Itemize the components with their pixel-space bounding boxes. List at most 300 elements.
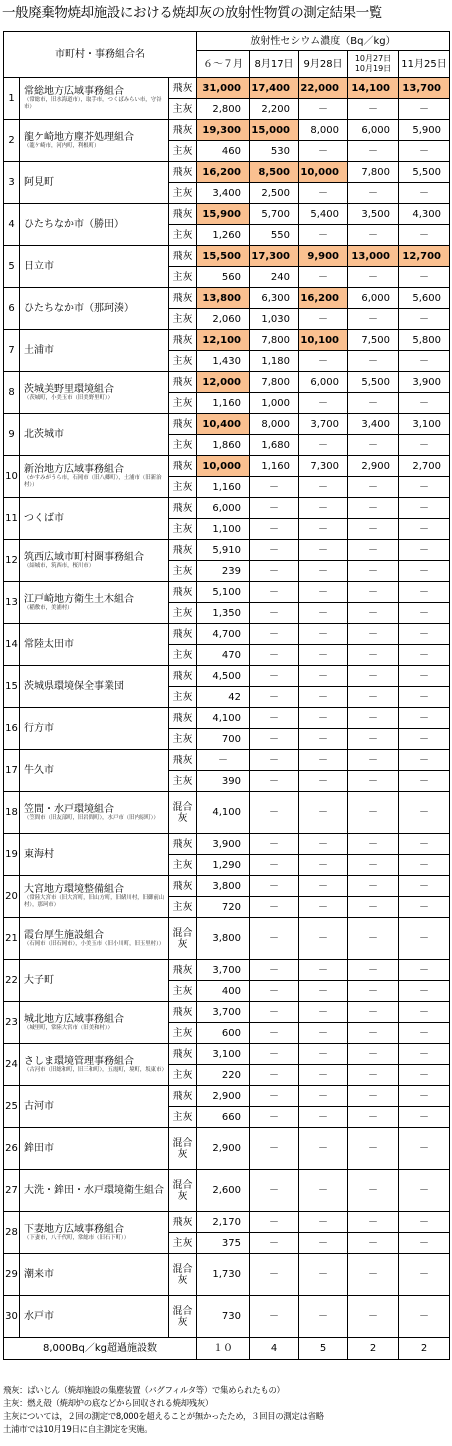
date-header: 9月28日	[299, 51, 348, 78]
main-ash-value: －	[250, 1065, 299, 1086]
main-ash-value: －	[299, 393, 348, 414]
mixed-ash-value: －	[299, 1170, 348, 1212]
fly-ash-value: 7,800	[250, 330, 299, 351]
fly-ash-value: －	[299, 1212, 348, 1233]
facility-name-cell	[20, 498, 169, 540]
ash-type-fly: 飛灰	[169, 246, 197, 267]
table-row	[4, 876, 450, 897]
fly-ash-value: －	[399, 834, 450, 855]
main-ash-value: －	[299, 855, 348, 876]
table-row	[4, 162, 450, 183]
fly-ash-value: 2,900	[348, 456, 399, 477]
ash-type-fly: 飛灰	[169, 876, 197, 897]
main-ash-value: －	[250, 603, 299, 624]
ash-type-fly: 飛灰	[169, 120, 197, 141]
facility-name: 北茨城市	[24, 429, 64, 440]
fly-ash-value: 8,000	[250, 414, 299, 435]
fly-ash-value: 5,100	[197, 582, 250, 603]
main-ash-value: －	[399, 183, 450, 204]
row-number: 2	[4, 120, 20, 162]
main-ash-value: －	[348, 435, 399, 456]
facility-name: 龍ケ崎地方塵芥処理組合	[24, 131, 134, 143]
fly-ash-value: 22,000	[299, 78, 348, 99]
ash-type-main: 主灰	[169, 477, 197, 498]
ash-type-main: 主灰	[169, 1065, 197, 1086]
main-ash-value: －	[348, 393, 399, 414]
facility-name-cell	[20, 1212, 169, 1254]
main-ash-value: －	[399, 603, 450, 624]
facility-name: つくば市	[24, 513, 64, 524]
fly-ash-value: 15,000	[250, 120, 299, 141]
row-number: 28	[4, 1212, 20, 1254]
ash-type-main: 主灰	[169, 981, 197, 1002]
row-number: 24	[4, 1044, 20, 1086]
note-line: 土浦市では10月19日に自主測定を実施。	[3, 1424, 153, 1434]
facility-name: 土浦市	[24, 345, 54, 356]
facility-name: 牛久市	[24, 765, 54, 776]
main-ash-value: 3,400	[197, 183, 250, 204]
table-row	[4, 78, 450, 99]
fly-ash-value: －	[250, 624, 299, 645]
main-ash-value: －	[299, 897, 348, 918]
fly-ash-value: 10,100	[299, 330, 348, 351]
header-row-1	[4, 32, 450, 51]
fly-ash-value: －	[299, 750, 348, 771]
main-ash-value: －	[399, 351, 450, 372]
mixed-ash-value: －	[399, 1170, 450, 1212]
fly-ash-value: －	[399, 750, 450, 771]
main-ash-value: －	[250, 981, 299, 1002]
table-row	[4, 204, 450, 225]
footer-row	[4, 1338, 450, 1360]
fly-ash-value: 3,700	[197, 960, 250, 981]
main-ash-value: －	[399, 897, 450, 918]
facility-name-cell	[20, 330, 169, 372]
table-row	[4, 120, 450, 141]
fly-ash-value: 7,800	[250, 372, 299, 393]
date-header: 11月25日	[399, 51, 450, 78]
note-line: 飛灰：ばいじん（焼却施設の集塵装置（バグフィルタ等）で集められたもの）	[3, 1385, 285, 1395]
facility-name: 霞台厚生施設組合	[24, 929, 104, 941]
fly-ash-value: 3,800	[197, 876, 250, 897]
facility-name: 大洗・鉾田・水戸環境衛生組合	[24, 1185, 164, 1196]
table-row	[4, 1296, 450, 1338]
main-ash-value: －	[299, 981, 348, 1002]
main-ash-value: －	[250, 771, 299, 792]
fly-ash-value: －	[348, 960, 399, 981]
fly-ash-value: 3,100	[197, 1044, 250, 1065]
fly-ash-value: 12,700	[399, 246, 450, 267]
main-ash-value: －	[348, 141, 399, 162]
mixed-ash-value: －	[250, 918, 299, 960]
main-ash-value: 560	[197, 267, 250, 288]
ash-type-main: 主灰	[169, 771, 197, 792]
main-ash-value: 2,060	[197, 309, 250, 330]
ash-type-fly: 飛灰	[169, 540, 197, 561]
ash-type-main: 主灰	[169, 393, 197, 414]
facility-name: さしま環境管理事務組合	[24, 1055, 134, 1067]
fly-ash-value: －	[250, 708, 299, 729]
main-ash-value: －	[250, 855, 299, 876]
main-ash-value: －	[399, 519, 450, 540]
fly-ash-value: 3,400	[348, 414, 399, 435]
main-ash-value: 700	[197, 729, 250, 750]
ash-type-main: 主灰	[169, 183, 197, 204]
main-ash-value: 400	[197, 981, 250, 1002]
mixed-ash-value: 1,730	[197, 1254, 250, 1296]
facility-name-cell	[20, 834, 169, 876]
main-ash-value: －	[348, 855, 399, 876]
ash-type-fly: 飛灰	[169, 162, 197, 183]
exceedance-count: 5	[299, 1338, 348, 1360]
exceedance-count: 2	[399, 1338, 450, 1360]
mixed-ash-value: －	[250, 1296, 299, 1338]
fly-ash-value: 5,700	[250, 204, 299, 225]
ash-type-main: 主灰	[169, 267, 197, 288]
main-ash-value: －	[250, 477, 299, 498]
mixed-ash-value: －	[399, 1128, 450, 1170]
facility-members: （下妻市，八千代町，常総市（旧石下町））	[24, 1234, 130, 1241]
mixed-ash-value: 3,800	[197, 918, 250, 960]
row-number: 5	[4, 246, 20, 288]
fly-ash-value: 3,100	[399, 414, 450, 435]
main-ash-value: －	[299, 141, 348, 162]
ash-type-fly: 飛灰	[169, 372, 197, 393]
fly-ash-value: 16,200	[197, 162, 250, 183]
fly-ash-value: －	[250, 666, 299, 687]
fly-ash-value: －	[399, 540, 450, 561]
fly-ash-value: 10,400	[197, 414, 250, 435]
main-ash-value: －	[299, 519, 348, 540]
facility-name-cell	[20, 120, 169, 162]
fly-ash-value: －	[348, 750, 399, 771]
main-ash-value: －	[348, 771, 399, 792]
mixed-ash-value: －	[299, 1254, 348, 1296]
row-number: 7	[4, 330, 20, 372]
main-ash-value: －	[399, 435, 450, 456]
main-ash-value: －	[299, 435, 348, 456]
ash-type-fly: 飛灰	[169, 414, 197, 435]
mixed-ash-value: －	[299, 1296, 348, 1338]
facility-name-cell	[20, 456, 169, 498]
table-row	[4, 1254, 450, 1296]
fly-ash-value: 4,300	[399, 204, 450, 225]
facility-name: 江戸崎地方衛生土木組合	[24, 593, 134, 605]
main-ash-value: －	[299, 645, 348, 666]
main-ash-value: －	[299, 477, 348, 498]
main-ash-value: －	[299, 309, 348, 330]
fly-ash-value: －	[348, 540, 399, 561]
fly-ash-value: －	[348, 708, 399, 729]
table-row	[4, 414, 450, 435]
fly-ash-value: 4,500	[197, 666, 250, 687]
facility-members: （古河市（旧総和町，旧三和町），五霞町，境町，坂東市）	[24, 1066, 167, 1073]
main-ash-value: 1,160	[197, 477, 250, 498]
concentration-group-header: 放射性セシウム濃度（Bq／kg）	[197, 32, 450, 51]
facility-name: 茨城美野里環境組合	[24, 383, 114, 395]
fly-ash-value: 9,900	[299, 246, 348, 267]
main-ash-value: 2,800	[197, 99, 250, 120]
fly-ash-value: 6,000	[299, 372, 348, 393]
fly-ash-value: 16,200	[299, 288, 348, 309]
ash-type-mixed: 混合灰	[169, 792, 197, 834]
fly-ash-value: －	[348, 834, 399, 855]
facility-members: （石岡市（旧石岡市），小美玉市（旧小川町，旧玉里村））	[24, 940, 165, 947]
facility-name-cell	[20, 876, 169, 918]
table-row	[4, 624, 450, 645]
main-ash-value: －	[250, 519, 299, 540]
date-header-line2: 10月19日	[354, 64, 392, 73]
main-ash-value: 1,000	[250, 393, 299, 414]
main-ash-value: 1,430	[197, 351, 250, 372]
fly-ash-value: 5,500	[348, 372, 399, 393]
main-ash-value: 530	[250, 141, 299, 162]
main-ash-value: －	[299, 225, 348, 246]
mixed-ash-value: －	[348, 1128, 399, 1170]
main-ash-value: －	[399, 771, 450, 792]
fly-ash-value: 5,400	[299, 204, 348, 225]
mixed-ash-value: －	[348, 792, 399, 834]
ash-type-main: 主灰	[169, 855, 197, 876]
row-number: 8	[4, 372, 20, 414]
table-row	[4, 1128, 450, 1170]
main-ash-value: 1,290	[197, 855, 250, 876]
fly-ash-value: －	[399, 1086, 450, 1107]
ash-type-main: 主灰	[169, 435, 197, 456]
fly-ash-value: 5,900	[399, 120, 450, 141]
main-ash-value: －	[299, 99, 348, 120]
main-ash-value: －	[399, 267, 450, 288]
fly-ash-value: －	[299, 540, 348, 561]
main-ash-value: 375	[197, 1233, 250, 1254]
notes	[3, 1384, 449, 1436]
fly-ash-value: －	[399, 1212, 450, 1233]
table-row	[4, 750, 450, 771]
ash-type-mixed: 混合灰	[169, 1254, 197, 1296]
table-row	[4, 582, 450, 603]
main-ash-value: －	[299, 561, 348, 582]
fly-ash-value: －	[250, 540, 299, 561]
facility-name: ひたちなか市（那珂湊）	[24, 303, 134, 314]
mixed-ash-value: －	[348, 918, 399, 960]
ash-type-main: 主灰	[169, 1233, 197, 1254]
table-row	[4, 1044, 450, 1065]
main-ash-value: 470	[197, 645, 250, 666]
main-ash-value: －	[299, 729, 348, 750]
main-ash-value: －	[399, 855, 450, 876]
row-number: 27	[4, 1170, 20, 1212]
fly-ash-value: －	[348, 624, 399, 645]
fly-ash-value: 19,300	[197, 120, 250, 141]
facility-members: （常陸大宮市（旧大宮町，旧山方町，旧緒川村，旧御前山村），那珂市）	[24, 895, 165, 908]
row-number: 13	[4, 582, 20, 624]
table-row	[4, 1002, 450, 1023]
main-ash-value: 1,680	[250, 435, 299, 456]
main-ash-value: 660	[197, 1107, 250, 1128]
fly-ash-value: －	[250, 960, 299, 981]
row-number: 25	[4, 1086, 20, 1128]
main-ash-value: －	[399, 141, 450, 162]
table-row	[4, 372, 450, 393]
main-ash-value: －	[299, 1233, 348, 1254]
facility-name-cell	[20, 246, 169, 288]
row-number: 22	[4, 960, 20, 1002]
fly-ash-value: 10,000	[197, 456, 250, 477]
row-number: 23	[4, 1002, 20, 1044]
facility-name: 日立市	[24, 261, 54, 272]
main-ash-value: －	[348, 99, 399, 120]
ash-type-mixed: 混合灰	[169, 1128, 197, 1170]
facility-name-cell	[20, 372, 169, 414]
fly-ash-value: 1,160	[250, 456, 299, 477]
fly-ash-value: 3,500	[348, 204, 399, 225]
main-ash-value: －	[250, 561, 299, 582]
mixed-ash-value: －	[348, 1170, 399, 1212]
mixed-ash-value: 2,600	[197, 1170, 250, 1212]
main-ash-value: －	[348, 183, 399, 204]
row-number: 16	[4, 708, 20, 750]
table-row	[4, 666, 450, 687]
fly-ash-value: 3,900	[399, 372, 450, 393]
main-ash-value: －	[399, 981, 450, 1002]
mixed-ash-value: －	[399, 918, 450, 960]
fly-ash-value: －	[299, 708, 348, 729]
ash-type-fly: 飛灰	[169, 78, 197, 99]
mixed-ash-value: －	[250, 792, 299, 834]
main-ash-value: －	[250, 1233, 299, 1254]
facility-name-cell	[20, 414, 169, 456]
facility-name: 常総地方広域事務組合	[24, 86, 124, 97]
fly-ash-value: 3,700	[299, 414, 348, 435]
table-row	[4, 792, 450, 834]
fly-ash-value: 13,800	[197, 288, 250, 309]
facility-name-cell	[20, 162, 169, 204]
mixed-ash-value: －	[299, 1128, 348, 1170]
row-number: 26	[4, 1128, 20, 1170]
facility-members: （稲敷市，美浦村）	[24, 604, 73, 611]
ash-type-fly: 飛灰	[169, 330, 197, 351]
ash-type-fly: 飛灰	[169, 624, 197, 645]
facility-members: （龍ケ崎市，河内町，利根町）	[24, 142, 100, 149]
fly-ash-value: 13,000	[348, 246, 399, 267]
fly-ash-value: 6,300	[250, 288, 299, 309]
date-header-line1: 10月27日	[354, 54, 392, 63]
date-header: ６～７月	[197, 51, 250, 78]
fly-ash-value: 13,700	[399, 78, 450, 99]
mixed-ash-value: －	[399, 792, 450, 834]
row-number: 20	[4, 876, 20, 918]
fly-ash-value: －	[299, 666, 348, 687]
main-ash-value: 460	[197, 141, 250, 162]
fly-ash-value: －	[299, 582, 348, 603]
row-number: 29	[4, 1254, 20, 1296]
fly-ash-value: －	[250, 1212, 299, 1233]
fly-ash-value: －	[299, 876, 348, 897]
facility-name: 東海村	[24, 849, 54, 860]
main-ash-value: －	[348, 1107, 399, 1128]
main-ash-value: －	[348, 645, 399, 666]
fly-ash-value: 8,500	[250, 162, 299, 183]
date-header: 8月17日	[250, 51, 299, 78]
ash-type-main: 主灰	[169, 1107, 197, 1128]
results-table	[3, 31, 450, 1360]
fly-ash-value: －	[348, 666, 399, 687]
main-ash-value: －	[250, 729, 299, 750]
exceedance-count: 4	[250, 1338, 299, 1360]
fly-ash-value: －	[299, 624, 348, 645]
main-ash-value: －	[399, 1065, 450, 1086]
row-number: 18	[4, 792, 20, 834]
row-number: 9	[4, 414, 20, 456]
mixed-ash-value: 4,100	[197, 792, 250, 834]
main-ash-value: －	[399, 309, 450, 330]
ash-type-fly: 飛灰	[169, 666, 197, 687]
main-ash-value: 1,100	[197, 519, 250, 540]
main-ash-value: －	[399, 225, 450, 246]
fly-ash-value: －	[399, 1044, 450, 1065]
fly-ash-value: 4,100	[197, 708, 250, 729]
facility-column-header: 市町村・事務組合名	[4, 32, 197, 78]
fly-ash-value: 5,500	[399, 162, 450, 183]
facility-name-cell	[20, 708, 169, 750]
fly-ash-value: －	[250, 1002, 299, 1023]
fly-ash-value: －	[250, 582, 299, 603]
main-ash-value: 390	[197, 771, 250, 792]
main-ash-value: －	[399, 687, 450, 708]
fly-ash-value: －	[250, 750, 299, 771]
fly-ash-value: 3,700	[197, 1002, 250, 1023]
fly-ash-value: －	[399, 582, 450, 603]
fly-ash-value: 5,800	[399, 330, 450, 351]
main-ash-value: －	[348, 981, 399, 1002]
ash-type-main: 主灰	[169, 225, 197, 246]
facility-name-cell	[20, 1128, 169, 1170]
facility-name: 水戸市	[24, 1311, 54, 1322]
facility-name-cell	[20, 624, 169, 666]
row-number: 15	[4, 666, 20, 708]
mixed-ash-value: －	[299, 792, 348, 834]
exceedance-count: １０	[197, 1338, 250, 1360]
ash-type-main: 主灰	[169, 99, 197, 120]
table-row	[4, 960, 450, 981]
fly-ash-value: －	[348, 1086, 399, 1107]
table-row	[4, 1212, 450, 1233]
row-number: 6	[4, 288, 20, 330]
row-number: 12	[4, 540, 20, 582]
fly-ash-value: －	[299, 834, 348, 855]
main-ash-value: 1,350	[197, 603, 250, 624]
mixed-ash-value: －	[399, 1254, 450, 1296]
mixed-ash-value: －	[250, 1128, 299, 1170]
main-ash-value: －	[348, 603, 399, 624]
ash-type-fly: 飛灰	[169, 582, 197, 603]
ash-type-fly: 飛灰	[169, 960, 197, 981]
fly-ash-value: 7,500	[348, 330, 399, 351]
main-ash-value: 1,180	[250, 351, 299, 372]
mixed-ash-value: －	[348, 1254, 399, 1296]
main-ash-value: －	[348, 1065, 399, 1086]
main-ash-value: －	[250, 897, 299, 918]
facility-name-cell	[20, 1086, 169, 1128]
fly-ash-value: 14,100	[348, 78, 399, 99]
fly-ash-value: －	[250, 834, 299, 855]
main-ash-value: －	[299, 603, 348, 624]
fly-ash-value: －	[348, 582, 399, 603]
facility-members: （茨城町，小美玉市（旧美野里町））	[24, 394, 113, 401]
main-ash-value: －	[250, 1023, 299, 1044]
mixed-ash-value: 2,900	[197, 1128, 250, 1170]
fly-ash-value: －	[399, 666, 450, 687]
